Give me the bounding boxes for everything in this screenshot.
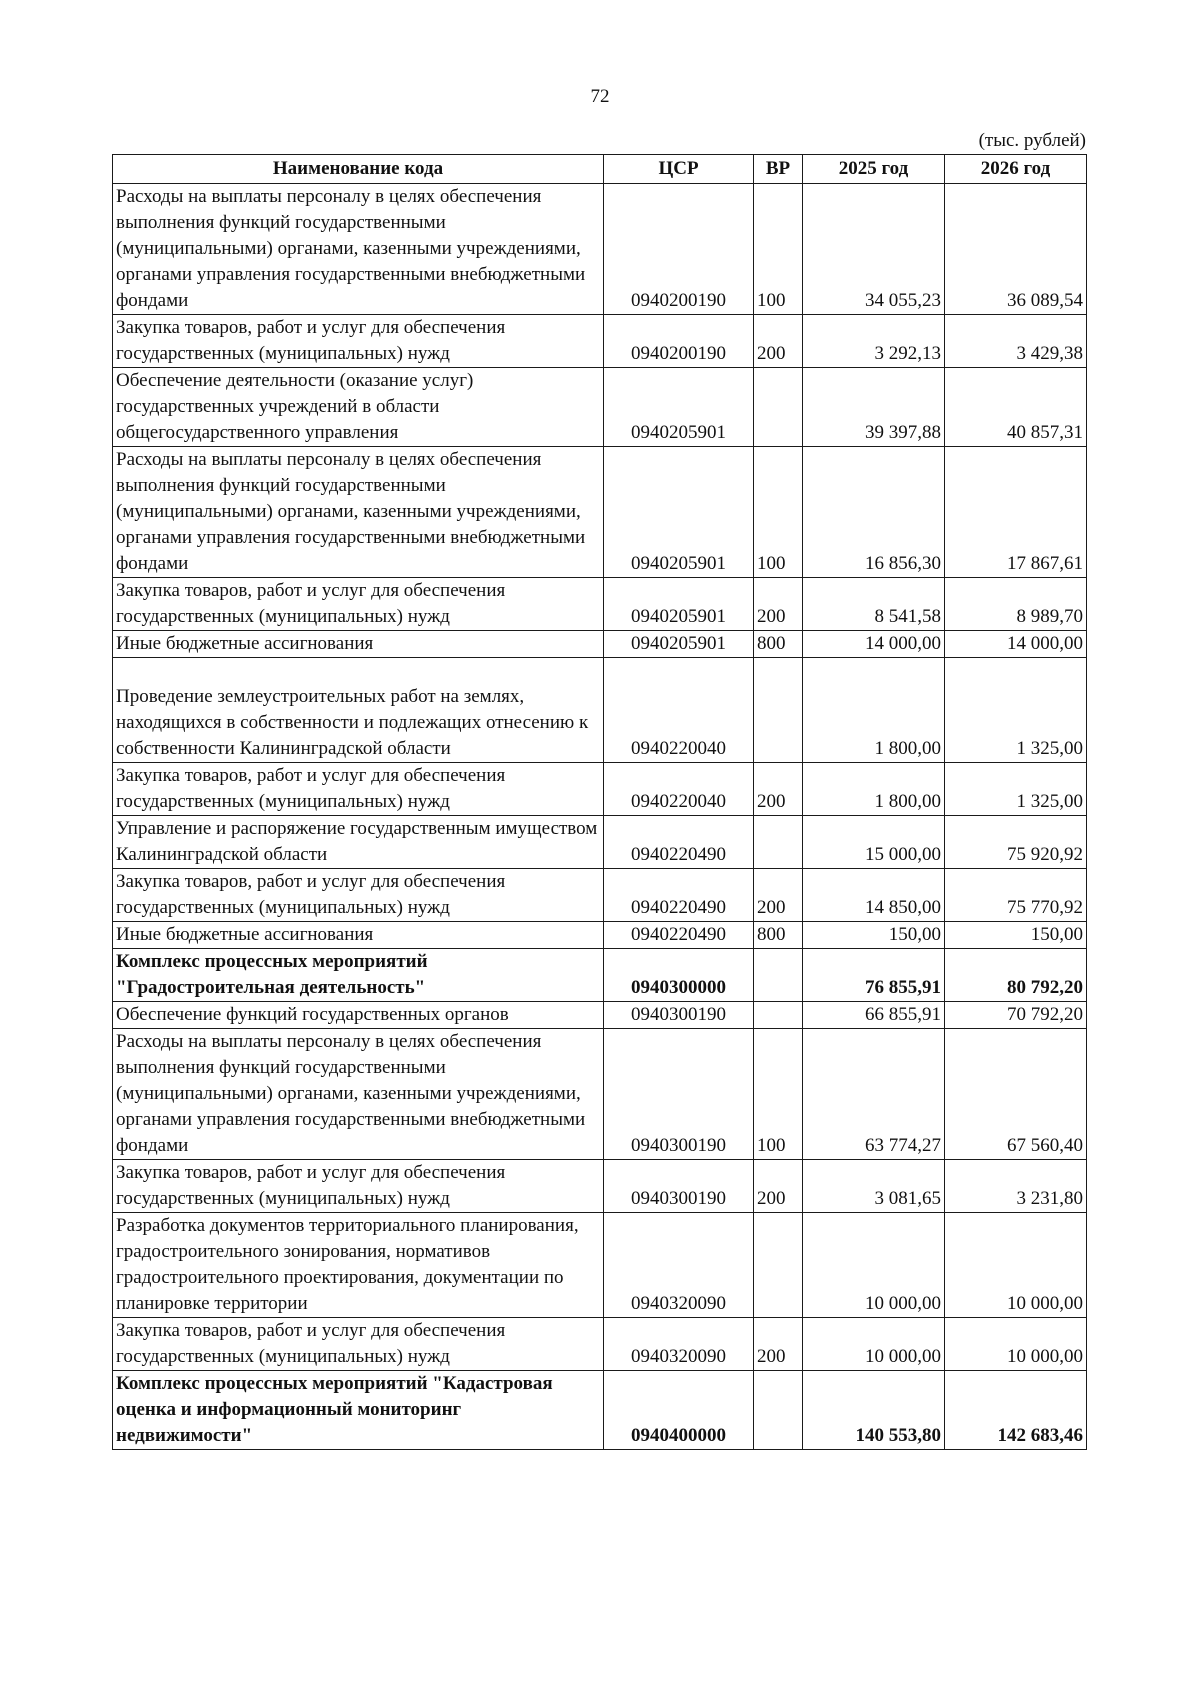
header-2026: 2026 год — [945, 155, 1087, 184]
cell-name: Закупка товаров, работ и услуг для обеспечения государственных (муниципальных) нужд — [113, 1318, 604, 1371]
cell-2025: 39 397,88 — [803, 368, 945, 447]
cell-vr — [754, 368, 803, 447]
cell-2025: 1 800,00 — [803, 658, 945, 763]
cell-2025: 34 055,23 — [803, 184, 945, 315]
cell-2026: 1 325,00 — [945, 763, 1087, 816]
table-row — [113, 869, 1087, 922]
cell-csr: 0940300190 — [604, 1160, 754, 1213]
cell-2025: 3 292,13 — [803, 315, 945, 368]
cell-2026: 67 560,40 — [945, 1029, 1087, 1160]
cell-2026: 3 429,38 — [945, 315, 1087, 368]
cell-2026: 10 000,00 — [945, 1318, 1087, 1371]
cell-2025: 1 800,00 — [803, 763, 945, 816]
cell-2026: 14 000,00 — [945, 631, 1087, 658]
table-row-section — [113, 1371, 1087, 1450]
cell-csr: 0940220040 — [604, 763, 754, 816]
units-note: (тыс. рублей) — [978, 130, 1086, 151]
cell-vr: 200 — [754, 315, 803, 368]
cell-vr: 100 — [754, 184, 803, 315]
cell-vr — [754, 816, 803, 869]
cell-2025: 15 000,00 — [803, 816, 945, 869]
cell-vr — [754, 949, 803, 1002]
cell-2026: 8 989,70 — [945, 578, 1087, 631]
table-row — [113, 447, 1087, 578]
cell-name: Комплекс процессных мероприятий "Кадастровая оценка и информационный мониторинг недвижимости" — [113, 1371, 604, 1450]
cell-name: Комплекс процессных мероприятий "Градостроительная деятельность" — [113, 949, 604, 1002]
table-row-section — [113, 949, 1087, 1002]
cell-2025: 150,00 — [803, 922, 945, 949]
cell-2025: 3 081,65 — [803, 1160, 945, 1213]
cell-2026: 70 792,20 — [945, 1002, 1087, 1029]
header-2025: 2025 год — [803, 155, 945, 184]
cell-name: Закупка товаров, работ и услуг для обеспечения государственных (муниципальных) нужд — [113, 869, 604, 922]
cell-2025: 14 850,00 — [803, 869, 945, 922]
table-row — [113, 922, 1087, 949]
cell-name: Расходы на выплаты персоналу в целях обеспечения выполнения функций государственными (муниципальными) органами, казенными учреждениями, органами управления государственными внебюджетными фондами — [113, 1029, 604, 1160]
cell-2025: 8 541,58 — [803, 578, 945, 631]
budget-table — [112, 154, 1087, 1450]
cell-vr: 800 — [754, 631, 803, 658]
cell-csr: 0940320090 — [604, 1213, 754, 1318]
cell-csr: 0940300000 — [604, 949, 754, 1002]
table-row — [113, 1160, 1087, 1213]
cell-2026: 17 867,61 — [945, 447, 1087, 578]
cell-vr: 200 — [754, 869, 803, 922]
cell-csr: 0940220490 — [604, 922, 754, 949]
cell-2025: 140 553,80 — [803, 1371, 945, 1450]
cell-vr: 200 — [754, 1160, 803, 1213]
cell-2026: 40 857,31 — [945, 368, 1087, 447]
cell-name: Иные бюджетные ассигнования — [113, 631, 604, 658]
cell-csr: 0940300190 — [604, 1002, 754, 1029]
table-row — [113, 578, 1087, 631]
cell-name: Закупка товаров, работ и услуг для обеспечения государственных (муниципальных) нужд — [113, 1160, 604, 1213]
cell-csr: 0940205901 — [604, 578, 754, 631]
cell-2026: 150,00 — [945, 922, 1087, 949]
cell-2026: 75 770,92 — [945, 869, 1087, 922]
cell-name: Иные бюджетные ассигнования — [113, 922, 604, 949]
cell-vr — [754, 658, 803, 763]
table-row — [113, 315, 1087, 368]
cell-name: Проведение землеустроительных работ на землях, находящихся в собственности и подлежащих отнесению к собственности Калининградской области — [113, 658, 604, 763]
cell-2026: 75 920,92 — [945, 816, 1087, 869]
cell-2025: 14 000,00 — [803, 631, 945, 658]
cell-2025: 66 855,91 — [803, 1002, 945, 1029]
table-row — [113, 816, 1087, 869]
cell-name: Управление и распоряжение государственным имуществом Калининградской области — [113, 816, 604, 869]
cell-vr — [754, 1213, 803, 1318]
cell-name: Закупка товаров, работ и услуг для обеспечения государственных (муниципальных) нужд — [113, 763, 604, 816]
cell-2025: 10 000,00 — [803, 1318, 945, 1371]
cell-2026: 80 792,20 — [945, 949, 1087, 1002]
cell-csr: 0940320090 — [604, 1318, 754, 1371]
cell-csr: 0940205901 — [604, 447, 754, 578]
cell-name: Закупка товаров, работ и услуг для обеспечения государственных (муниципальных) нужд — [113, 315, 604, 368]
cell-vr: 100 — [754, 447, 803, 578]
cell-vr: 200 — [754, 763, 803, 816]
cell-name: Расходы на выплаты персоналу в целях обеспечения выполнения функций государственными (муниципальными) органами, казенными учреждениями, органами управления государственными внебюджетными фондами — [113, 447, 604, 578]
cell-csr: 0940200190 — [604, 184, 754, 315]
cell-vr — [754, 1002, 803, 1029]
cell-2026: 142 683,46 — [945, 1371, 1087, 1450]
table-row — [113, 1318, 1087, 1371]
table-row — [113, 658, 1087, 763]
cell-csr: 0940220040 — [604, 658, 754, 763]
table-header-row — [113, 155, 1087, 184]
cell-csr: 0940400000 — [604, 1371, 754, 1450]
cell-name: Обеспечение деятельности (оказание услуг) государственных учреждений в области общегосударственного управления — [113, 368, 604, 447]
header-csr: ЦСР — [604, 155, 754, 184]
cell-vr: 100 — [754, 1029, 803, 1160]
cell-name: Разработка документов территориального планирования, градостроительного зонирования, нормативов градостроительного проектирования, документации по планировке территории — [113, 1213, 604, 1318]
cell-2026: 36 089,54 — [945, 184, 1087, 315]
cell-2026: 3 231,80 — [945, 1160, 1087, 1213]
cell-csr: 0940300190 — [604, 1029, 754, 1160]
cell-2026: 10 000,00 — [945, 1213, 1087, 1318]
cell-2025: 16 856,30 — [803, 447, 945, 578]
cell-csr: 0940220490 — [604, 816, 754, 869]
cell-vr: 200 — [754, 1318, 803, 1371]
cell-2025: 63 774,27 — [803, 1029, 945, 1160]
table-row — [113, 631, 1087, 658]
cell-2025: 76 855,91 — [803, 949, 945, 1002]
cell-csr: 0940205901 — [604, 368, 754, 447]
cell-csr: 0940205901 — [604, 631, 754, 658]
cell-name: Расходы на выплаты персоналу в целях обеспечения выполнения функций государственными (муниципальными) органами, казенными учреждениями, органами управления государственными внебюджетными фондами — [113, 184, 604, 315]
table-row — [113, 1213, 1087, 1318]
cell-csr: 0940220490 — [604, 869, 754, 922]
cell-2026: 1 325,00 — [945, 658, 1087, 763]
cell-vr: 800 — [754, 922, 803, 949]
cell-name: Закупка товаров, работ и услуг для обеспечения государственных (муниципальных) нужд — [113, 578, 604, 631]
cell-2025: 10 000,00 — [803, 1213, 945, 1318]
cell-vr: 200 — [754, 578, 803, 631]
cell-vr — [754, 1371, 803, 1450]
cell-name: Обеспечение функций государственных органов — [113, 1002, 604, 1029]
table-row — [113, 1029, 1087, 1160]
table-row — [113, 763, 1087, 816]
table-row — [113, 184, 1087, 315]
header-name: Наименование кода — [113, 155, 604, 184]
table-row — [113, 368, 1087, 447]
table-row — [113, 1002, 1087, 1029]
cell-csr: 0940200190 — [604, 315, 754, 368]
header-vr: ВР — [754, 155, 803, 184]
page-number: 72 — [590, 86, 610, 107]
